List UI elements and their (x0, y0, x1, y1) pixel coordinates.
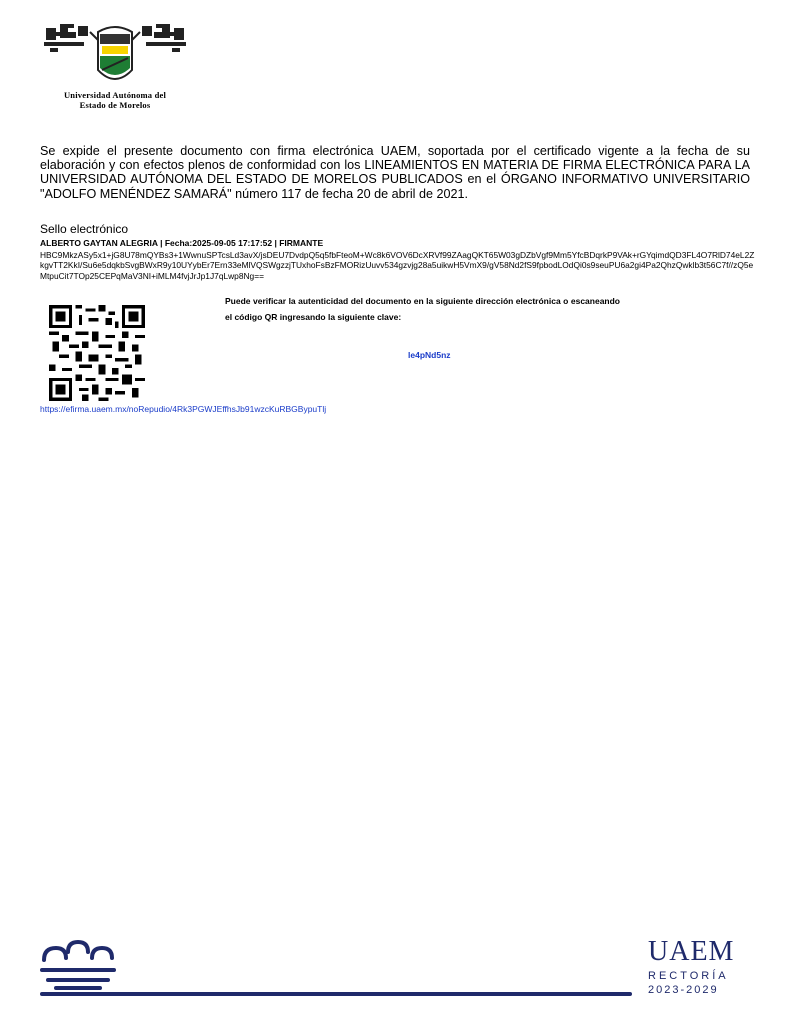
qr-code (49, 305, 145, 401)
firmante-line: ALBERTO GAYTAN ALEGRIA | Fecha:2025-09-05 17:17:52 | FIRMANTE (40, 238, 324, 248)
verification-link[interactable]: https://efirma.uaem.mx/noRepudio/4Rk3PGWJEffhsJb91wzcKuRBGBypuTlj (40, 404, 327, 414)
footer-brand: UAEM (648, 936, 735, 967)
footer-years: 2023-2029 (648, 984, 719, 996)
sello-hash: HBC9MkzASy5x1+jG8U78mQYBs3+1WwnuSPTcsLd3avX/jsDEU7DvdpQ5q5fbFteoM+Wc8k6VOV6DcXRVf99ZAagQKT65W03gDZbVgf9Mm5YfcBDqrkP9VAk+rGYqimdQD3FL4O7RlD74eL2ZkgvTT2KkI/Su6e5dqkbSvgBWxR9y10UYybEr7Ern33eMlVQSWgzzjTUxhoFsBzFMORizUuvv534gzvjg28a5uikwH5VmX9/gV58Nd2fS9fpbodLOdQi0s9seuPU6a2gi4Pa2QhzQwklb3t56C7f//zQ5eMtpuCit7TOp25CEPqMaV3NI+iMLM4fvjJrJp1J7qLwp8Ng== (40, 250, 755, 281)
footer-rectoria: RECTORÍA (648, 970, 729, 982)
logo-line1: Universidad Autónoma del (63, 90, 167, 100)
signature-paragraph: Se expide el presente documento con firma electrónica UAEM, soportada por el certificado vigente a la fecha de su elaboración y con efectos plenos de conformidad con los LINEAMIENTOS EN MATERIA DE FIRMA ELECTRÓNICA PARA LA UNIVERSIDAD AUTÓNOMA DEL ESTADO DE MORELOS PUBLICADOS en el ÓRGANO INFORMATIVO UNIVERSITARIO "ADOLFO MENÉNDEZ SAMARÁ" número 117 de fecha 20 de abril de 2021. (40, 144, 750, 201)
verification-text: Puede verificar la autenticidad del documento en la siguiente dirección electrónica o escaneando el código QR ingresando la siguiente clave: (225, 296, 620, 322)
logo-line2: Estado de Morelos (79, 100, 151, 110)
verification-key: le4pNd5nz (408, 350, 451, 360)
waves-logo (38, 938, 118, 994)
sello-title: Sello electrónico (40, 222, 129, 236)
footer-rule (40, 992, 632, 996)
logo-text (40, 90, 190, 110)
